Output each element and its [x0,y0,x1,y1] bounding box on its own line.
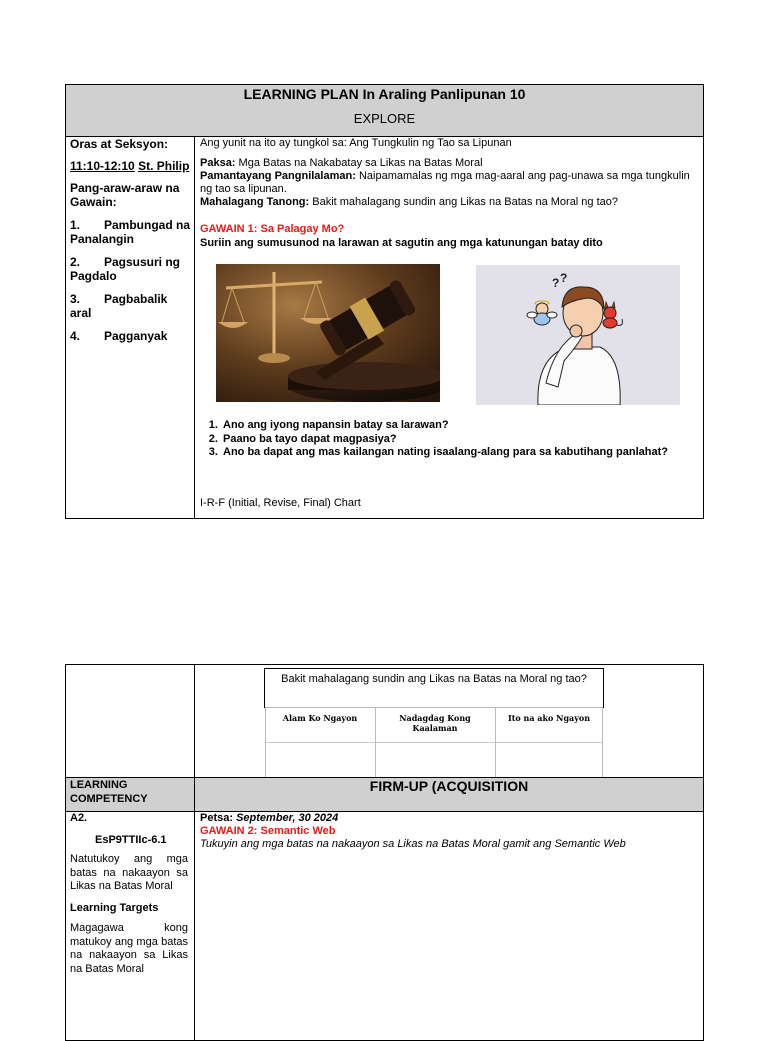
plan-right-cell [194,136,704,519]
irf-col-header: Nadagdag Kong Kaalaman [399,713,471,733]
petsa-line: Petsa: September, 30 2024 [200,812,339,824]
irf-left-cell [65,664,195,778]
svg-text:?: ? [560,271,568,285]
gawain2-instruction: Tukuyin ang mga batas na nakaayon sa Likas na Batas Moral gamit ang Semantic Web [200,838,626,850]
step-item: 2. Pagsusuri ng Pagdalo [70,255,181,283]
pamantayan-line: Pamantayang Pangnilalaman: Naipamamalas ng mga mag-aaral ang pag-unawa sa mga tungkulin ng tao sa lipunan. [200,170,690,195]
section: St. Philip [138,159,190,173]
plan-title: LEARNING PLAN In Araling Panlipunan 10 [243,86,526,102]
targets-label: Learning Targets [70,902,159,914]
competency-header-label: LEARNING COMPETENCY [70,779,148,805]
step-item: 1. Pambungad na Panalangin [70,218,191,246]
code-a: A2. [70,812,88,824]
irf-question-box [264,668,604,708]
firmup-title: FIRM-UP (ACQUISITION [369,778,529,794]
paksa-line: Paksa: Mga Batas na Nakabatay sa Likas na Batas Moral [200,157,483,169]
irf-col-header: Ito na ako Ngayon [507,713,591,723]
unit-line: Ang yunit na ito ay tungkol sa: Ang Tungkulin ng Tao sa Lipunan [200,137,512,149]
time: 11:10-12:10 [70,159,135,173]
targets-text: Magagawa kong matukoy ang mga batas na nakaayon sa Likas na Batas Moral [70,922,188,976]
time-section [70,159,189,173]
irf-label: I-R-F (Initial, Revise, Final) Chart [200,497,361,509]
gawain-label: Pang-araw-araw na Gawain: [70,181,180,209]
irf-col-header: Alam Ko Ngayon [282,713,358,723]
gawain2-title: GAWAIN 2: Semantic Web [200,825,336,837]
oras-label: Oras at Seksyon: [70,137,169,151]
step-item: 3. Pagbabalik aral [70,292,168,320]
irf-right-cell [194,664,704,778]
steps-list [70,218,192,352]
plan-left-cell [65,136,195,519]
question-item: 3. Ano ba dapat ang mas kailangan nating isaalang-alang para sa kabutihang panlahat? [221,446,698,460]
competency-right-cell [194,811,704,1041]
competency-left-cell [65,811,195,1041]
competency-text: Natutukoy ang mga batas na nakaayon sa Likas na Batas Moral [70,853,188,893]
gawain1-instruction: Suriin ang sumusunod na larawan at sagutin ang mga katunungan batay dito [200,237,603,249]
svg-text:?: ? [552,276,560,290]
question-item: 2. Paano ba tayo dapat magpasiya? [221,433,698,447]
tanong-line: Mahalagang Tanong: Bakit mahalagang sundin ang Likas na Batas na Moral ng tao? [200,196,619,208]
competency-header-left [65,777,195,812]
competency-code: EsP9TTIIc-6.1 [95,834,167,846]
gawain1-title: GAWAIN 1: Sa Palagay Mo? [200,223,345,235]
irf-question: Bakit mahalagang sundin ang Likas na Batas na Moral ng tao? [281,673,587,685]
plan-subtitle: EXPLORE [353,111,416,126]
question-item: 1. Ano ang iyong napansin batay sa larawan? [221,419,698,433]
thinking-person-image [476,265,680,405]
irf-table [265,707,603,779]
questions-list [203,419,698,460]
gavel-image [216,264,440,402]
plan-header [65,84,704,137]
step-item: 4. Pagganyak [70,329,168,343]
competency-header-right [194,777,704,812]
